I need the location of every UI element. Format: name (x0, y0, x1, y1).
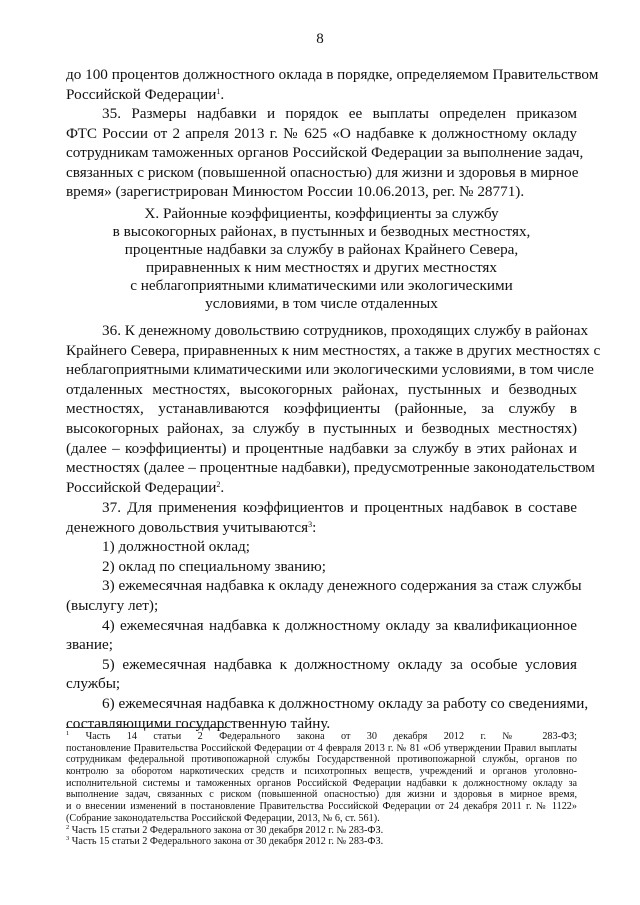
paragraph-37 (66, 498, 589, 733)
footnote-line: (Собрание законодательства Российской Федерации, 2013, № 6, ст. 561). (66, 812, 380, 824)
footnote-line: и о внесении изменений в постановление Правительства Российской Федерации от 24 декабря 2011 г. № 1122» (66, 801, 577, 813)
footnote-number: 1 (66, 730, 70, 737)
paragraph-35 (66, 104, 584, 202)
text-line: 2) оклад по специальному званию; (102, 557, 326, 575)
text-line: 4) ежемесячная надбавка к должностному окладу за квалификационное (102, 616, 577, 634)
footnote-line (66, 731, 577, 743)
list-item (66, 655, 577, 694)
text-line: сотрудникам таможенных органов Российской Федерации за выполнение задач, (66, 144, 584, 162)
text-line: неблагоприятными климатическими или экологическими условиями, в том числе (66, 361, 594, 379)
footnote-line: исполнительной системы и таможенных органов Российской Федерации надбавки к должностному окладу за (66, 777, 577, 789)
list-item (66, 537, 577, 557)
paragraph-36 (66, 321, 601, 497)
payment-list (66, 537, 589, 733)
footnotes (66, 731, 577, 848)
text-line: Крайнего Севера, приравненных к ним местностях, а также в других местностях с (66, 341, 601, 359)
text-line: местностях, устанавливаются коэффициенты (районные, за службу в (66, 400, 577, 418)
text-line: звание; (66, 636, 113, 654)
text-line: службы; (66, 675, 121, 693)
list-item (66, 557, 577, 577)
page-number: 8 (316, 31, 324, 47)
text: Часть 14 статьи 2 Федерального закона от 30 декабря 2012 г. № 283-ФЗ; (85, 731, 577, 742)
footnote-line: сотрудникам федеральной противопожарной службы Государственной противопожарной службы, органов по (66, 754, 577, 766)
text-line: 1) должностной оклад; (102, 538, 251, 556)
text-line: 6) ежемесячная надбавка к должностному окладу за работу со сведениями, (102, 694, 589, 712)
heading-line: X. Районные коэффициенты, коэффициенты за службу (144, 205, 499, 222)
list-item (66, 616, 577, 655)
footnote-line: выполнение задач, связанных с риском (повышенной опасностью) для жизни и здоровья в мирное время, (66, 789, 577, 801)
footnote-number: 2 (66, 823, 70, 831)
footnote-line: контролю за оборотом наркотических средств и психотропных веществ, учреждений и органов уголовно- (66, 766, 577, 778)
footnote (66, 731, 577, 825)
paragraph-continuation (66, 65, 599, 104)
text-line: (далее – коэффициенты) и процентные надбавки за службу в этих районах и (66, 439, 577, 457)
text-line: 3) ежемесячная надбавка к окладу денежного содержания за стаж службы (102, 577, 582, 595)
text-line: 37. Для применения коэффициентов и процентных надбавок в составе (102, 499, 577, 516)
footnote-number: 3 (66, 835, 70, 843)
text-line: до 100 процентов должностного оклада в порядке, определяемом Правительством (66, 66, 599, 83)
text: Российской Федерации (66, 478, 217, 496)
text-line: связанных с риском (повышенной опасностью) для жизни и здоровья в мирное (66, 163, 579, 181)
text-line: денежного довольствия учитываются$^3$: (66, 518, 317, 536)
footnote-ref[interactable]: 3 (308, 519, 313, 529)
text: Часть 15 статьи 2 Федерального закона от 30 декабря 2012 г. № 283-ФЗ. (71, 836, 384, 848)
text: Часть 15 статьи 2 Федерального закона от 30 декабря 2012 г. № 283-ФЗ. (71, 824, 384, 836)
text: Российской Федерации (66, 85, 217, 103)
section-heading (66, 205, 577, 313)
footnote (66, 836, 577, 848)
text-line: 36. К денежному довольствию сотрудников, проходящих службу в районах (102, 322, 589, 339)
text-line: местностях (далее – процентные надбавки), предусмотренные законодательством (66, 459, 595, 477)
heading-line: процентные надбавки за службу в районах Крайнего Севера, (124, 241, 519, 258)
text-line: Российской Федерации$^1$. (66, 85, 225, 103)
text: денежного довольствия учитываются (66, 518, 309, 536)
text-line: 35. Размеры надбавки и порядок ее выплаты определен приказом (102, 105, 577, 122)
text-line: составляющими государственную тайну. (66, 714, 331, 732)
text-line: высокогорных районах, за службу в пустынных и безводных местностях) (66, 419, 577, 437)
footnote-line (66, 825, 577, 837)
footnote-divider (66, 727, 226, 728)
footnote-line (66, 836, 577, 848)
text-line: (выслугу лет); (66, 596, 159, 614)
footnote-line: постановление Правительства Российской Федерации от 4 февраля 2013 г. № 81 «Об утверждении Правил выплаты (66, 742, 577, 754)
heading-line: с неблагоприятными климатическими или экологическими (130, 277, 513, 294)
text-line: отдаленных местностях, высокогорных районах, пустынных и безводных (66, 380, 577, 398)
footnote (66, 825, 577, 837)
heading-line: приравненных к ним местностях и других местностях (145, 259, 498, 276)
footnote-ref[interactable]: 1 (216, 86, 221, 96)
text-line: ФТС России от 2 апреля 2013 г. № 625 «О надбавке к должностному окладу (66, 124, 577, 142)
text-line: 5) ежемесячная надбавка к должностному окладу за особые условия (102, 655, 577, 673)
text-line: Российской Федерации$^2$. (66, 478, 225, 496)
heading-line: условиями, в том числе отдаленных (205, 295, 438, 312)
list-item (66, 576, 582, 615)
text-line: время» (зарегистрирован Минюстом России 10.06.2013, рег. № 28771). (66, 183, 525, 201)
heading-line: в высокогорных районах, в пустынных и безводных местностях, (112, 223, 531, 240)
footnote-ref[interactable]: 2 (216, 479, 221, 489)
